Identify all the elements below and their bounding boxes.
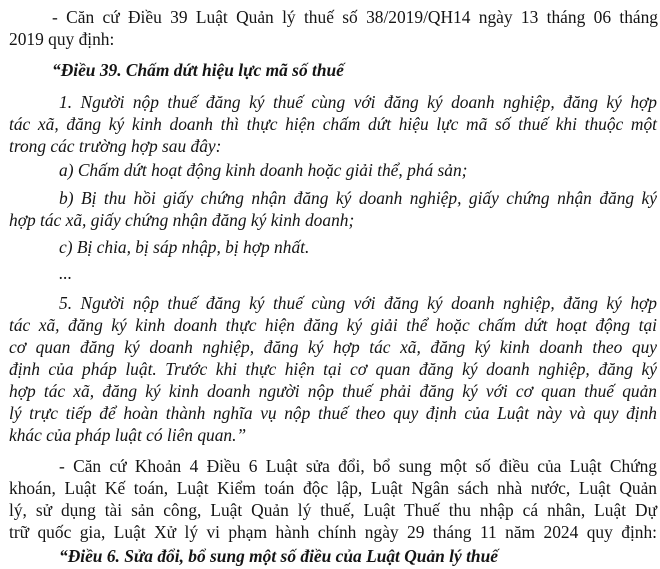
item-c: c) Bị chia, bị sáp nhập, bị hợp nhất. (59, 237, 310, 257)
article6-heading: “Điều 6. Sửa đổi, bổ sung một số điều của Luật Quản lý thuế (59, 546, 498, 566)
clause5-line5: hợp tác xã, đăng ký kinh doanh người nộp thuế phải đăng ký với cơ quan thuế quản (9, 381, 657, 401)
item-a: a) Chấm dứt hoạt động kinh doanh hoặc giải thể, phá sản; (59, 160, 468, 180)
clause5-line7: khác của pháp luật có liên quan.” (9, 425, 247, 445)
para1-line2: 2019 quy định: (9, 29, 115, 49)
para2-line2: khoán, Luật Kế toán, Luật Kiểm toán độc lập, Luật Ngân sách nhà nước, Luật Quản (9, 478, 657, 498)
clause1-line3: trong các trường hợp sau đây: (9, 136, 222, 156)
clause5-line4: định của pháp luật. Trước khi thực hiện tại cơ quan đăng ký doanh nghiệp, đăng ký (9, 359, 657, 379)
clause5-line1: 5. Người nộp thuế đăng ký thuế cùng với đăng ký doanh nghiệp, đăng ký hợp (59, 293, 657, 313)
para2-line4: trữ quốc gia, Luật Xử lý vi phạm hành chính ngày 29 tháng 11 năm 2024 quy định: (9, 522, 657, 542)
clause1-line2: tác xã, đăng ký kinh doanh thì thực hiện chấm dứt hiệu lực mã số thuế khi thuộc một (9, 114, 657, 134)
article39-heading: “Điều 39. Chấm dứt hiệu lực mã số thuế (52, 60, 344, 80)
clause5-line6: lý trực tiếp để hoàn thành nghĩa vụ nộp thuế theo quy định của Luật này và quy định (9, 403, 657, 423)
ellipsis: ... (59, 263, 73, 283)
item-b-line1: b) Bị thu hồi giấy chứng nhận đăng ký doanh nghiệp, giấy chứng nhận đăng ký (59, 188, 657, 208)
para2-line1: - Căn cứ Khoản 4 Điều 6 Luật sửa đổi, bổ sung một số điều của Luật Chứng (59, 456, 657, 476)
clause5-line2: tác xã, đăng ký kinh doanh thực hiện đăng ký giải thể hoặc chấm dứt hoạt động tại (9, 315, 657, 335)
clause1-line1: 1. Người nộp thuế đăng ký thuế cùng với đăng ký doanh nghiệp, đăng ký hợp (59, 92, 657, 112)
clause5-line3: cơ quan đăng ký doanh nghiệp, đăng ký hợp tác xã, đăng ký kinh doanh theo quy (9, 337, 657, 357)
para1-line1: - Căn cứ Điều 39 Luật Quản lý thuế số 38/2019/QH14 ngày 13 tháng 06 tháng (52, 7, 658, 27)
para2-line3: lý, sử dụng tài sản công, Luật Quản lý thuế, Luật Thuế thu nhập cá nhân, Luật Dự (9, 500, 657, 520)
item-b-line2: hợp tác xã, giấy chứng nhận đăng ký kinh doanh; (9, 210, 355, 230)
